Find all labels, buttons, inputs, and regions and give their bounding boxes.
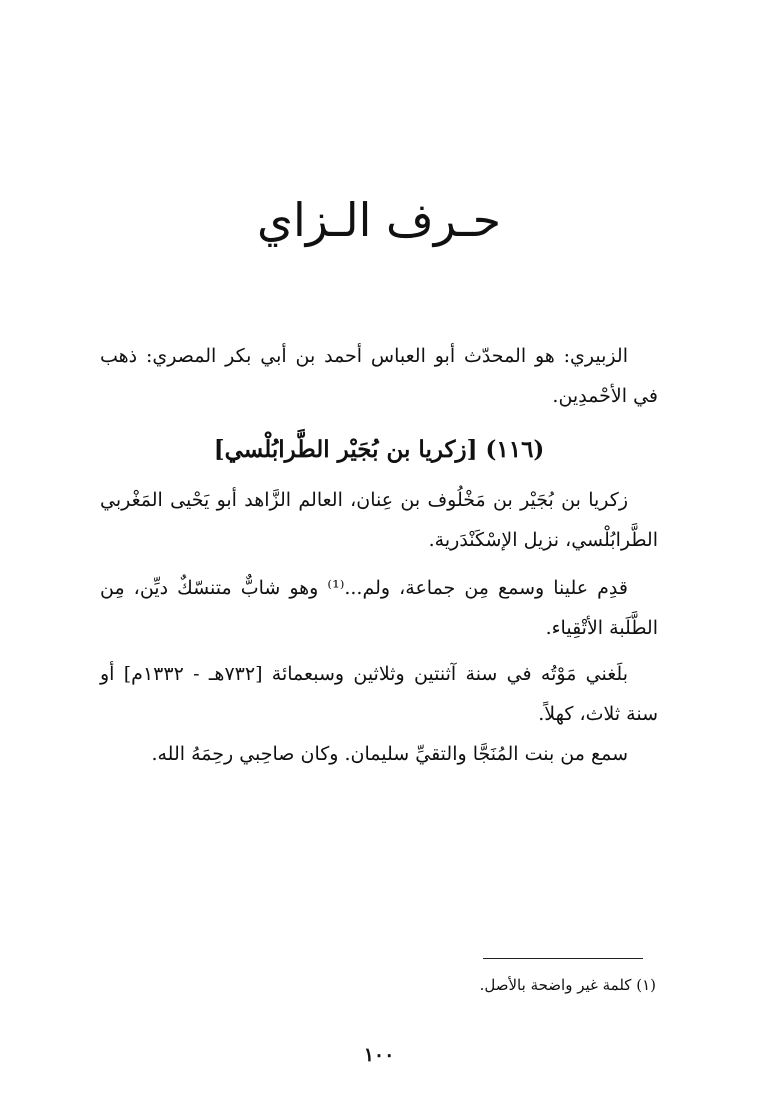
entry-paragraph: سمع من بنت المُنَجَّا والتقيِّ سليمان. وكان صاحِبي رحِمَهُ الله. [151, 743, 628, 765]
entry-paragraph: قدِم علينا وسمع مِن جماعة، ولم...⁽¹⁾ وهو شابٌّ متنسّكٌ ديِّن، مِن الطَّلَبة الأتْقِياء. [100, 577, 658, 639]
footnote-divider [483, 958, 643, 959]
chapter-title: حـرف الـزاي [256, 193, 502, 247]
entry-paragraph: بلَغني مَوْتُه في سنة آثنتين وثلاثين وسبعمائة [٧٣٢هـ - ١٣٣٢م] أو سنة ثلاث، كهلاً. [100, 663, 658, 725]
entry-heading: (١١٦) [زكريا بن بُجَيْر الطَّرابُلْسي] [213, 436, 545, 463]
entry-paragraph: زكريا بن بُجَيْر بن مَخْلُوف بن عِنان، العالم الزَّاهد أبو يَحْيى المَغْربي الطَّرابُلْسي، نزيل الإسْكَنْدَرية. [100, 489, 658, 551]
footnote: (١) كلمة غير واضحة بالأصل. [479, 976, 656, 994]
intro-paragraph: الزبيري: هو المحدّث أبو العباس أحمد بن أبي بكر المصري: ذهب في الأحْمدِين. [100, 345, 658, 407]
page-number: ١٠٠ [363, 1044, 395, 1066]
